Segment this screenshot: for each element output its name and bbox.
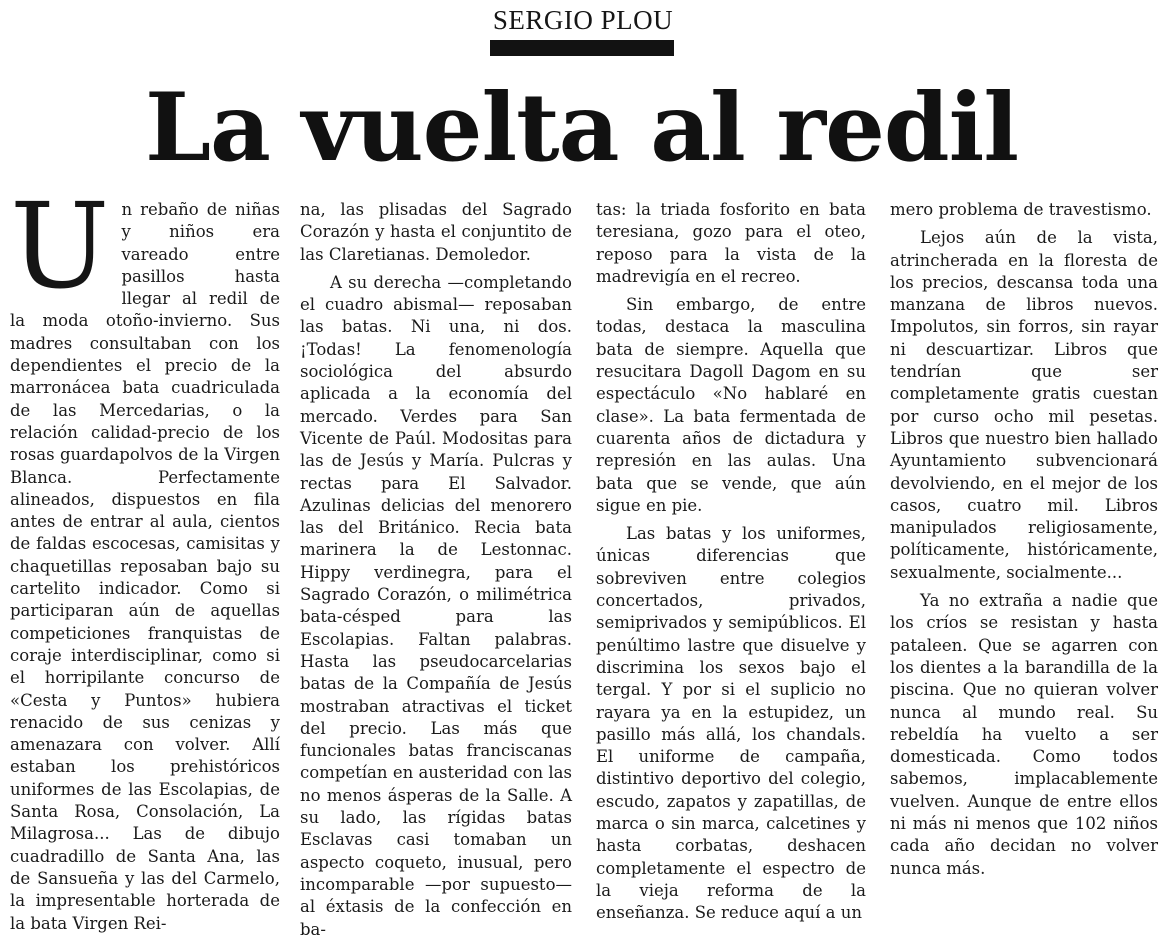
byline-rule: [490, 40, 674, 56]
article-column-1: [10, 177, 280, 935]
paragraph: Ya no extraña a nadie que los críos se resistan y hasta pataleen. Que se agarren con los dientes a la barandilla de la piscina. Que no quieran volver nunca al mundo real. Su rebeldía ha vuelto a ser domesticada. Como todos sabemos, implacablemente vuelven. Aunque de entre ellos ni más ni menos que 102 niños cada año decidan no volver nunca más.: [890, 591, 1158, 878]
paragraph: Sin embargo, de entre todas, destaca la masculina bata de siempre. Aquella que resucitara Dagoll Dagom en su espectáculo «No hablaré en clase». La bata fermentada de cuarenta años de dictadura y represión en las aulas. Una bata que se vende, que aún sigue en pie.: [596, 295, 866, 515]
article-column-2: [300, 199, 572, 941]
paragraph: tas: la triada fosforito en bata teresiana, gozo para el oteo, reposo para la vista de la madrevigía en el recreo.: [596, 200, 866, 286]
drop-cap: U: [10, 177, 110, 315]
paragraph: n rebaño de niñas y niños era vareado entre pasillos hasta llegar al redil de la moda otoño-invierno. Sus madres consultaban con los dependientes el precio de la marronácea bata cuadriculada de las Mercedarias, o la relación calidad-precio de los rosas guardapolvos de la Virgen Blanca. Perfectamente alineados, dispuestos en fila antes de entrar al aula, cientos de faldas escocesas, camisitas y chaquetillas reposaban bajo su cartelito indicador. Como si participaran aún de aquellas competiciones franquistas de coraje interdisciplinar, como si el horripilante concurso de «Cesta y Puntos» hubiera renacido de sus cenizas y amenazara con volver. Allí estaban los prehistóricos uniformes de las Escolapias, de Santa Rosa, Consolación, La Milagrosa... Las de dibujo cuadradillo de Santa Ana, las de Sansueña y las del Carmelo, la impresentable horterada de la bata Virgen Rei-: [10, 200, 280, 933]
paragraph: na, las plisadas del Sagrado Corazón y hasta el conjuntito de las Claretianas. Demoledor.: [300, 200, 572, 264]
paragraph: mero problema de travestismo.: [890, 200, 1152, 219]
paragraph: Lejos aún de la vista, atrincherada en la floresta de los precios, descansa toda una manzana de libros nuevos. Impolutos, sin forros, sin rayar ni descuartizar. Libros que tendrían que ser completamente gratis cuestan por curso ocho mil pesetas. Libros que nuestro bien hallado Ayuntamiento subvencionará devolviendo, en el mejor de los casos, cuatro mil. Libros manipulados religiosamente, políticamente, históricamente, sexualmente, socialmente...: [890, 228, 1158, 582]
article-column-3: [596, 199, 866, 925]
article-column-4: [890, 199, 1158, 880]
author-byline: SERGIO PLOU: [492, 5, 674, 35]
headline: La vuelta al redil: [144, 73, 1019, 183]
paragraph: A su derecha —completando el cuadro abismal— reposaban las batas. Ni una, ni dos. ¡Todas! La fenomenología sociológica del absurdo aplicada a la economía del mercado. Verdes para San Vicente de Paúl. Modositas para las de Jesús y María. Pulcras y rectas para El Salvador. Azulinas delicias del menorero las del Británico. Recia bata marinera la de Lestonnac. Hippy verdinegra, para el Sagrado Corazón, o milimétrica bata-césped para las Escolapias. Faltan palabras. Hasta las pseudocarcelarias batas de la Compañía de Jesús mostraban atractivas el ticket del precio. Las más que funcionales batas franciscanas competían en austeridad con las no menos ásperas de la Salle. A su lado, las rígidas batas Esclavas casi tomaban un aspecto coqueto, inusual, pero incomparable —por supuesto— al éxtasis de la confección en ba-: [300, 272, 572, 939]
paragraph: Las batas y los uniformes, únicas diferencias que sobreviven entre colegios concertados, privados, semiprivados y semipúblicos. El penúltimo lastre que disuelve y discrimina los sexos bajo el tergal. Y por si el suplicio no rayara ya en la estupidez, un pasillo más allá, los chandals. El uniforme de campaña, distintivo deportivo del colegio, escudo, zapatos y zapatillas, de marca o sin marca, calcetines y hasta corbatas, deshacen completamente el espectro de la vieja reforma de la enseñanza. Se reduce aquí a un: [596, 524, 866, 923]
